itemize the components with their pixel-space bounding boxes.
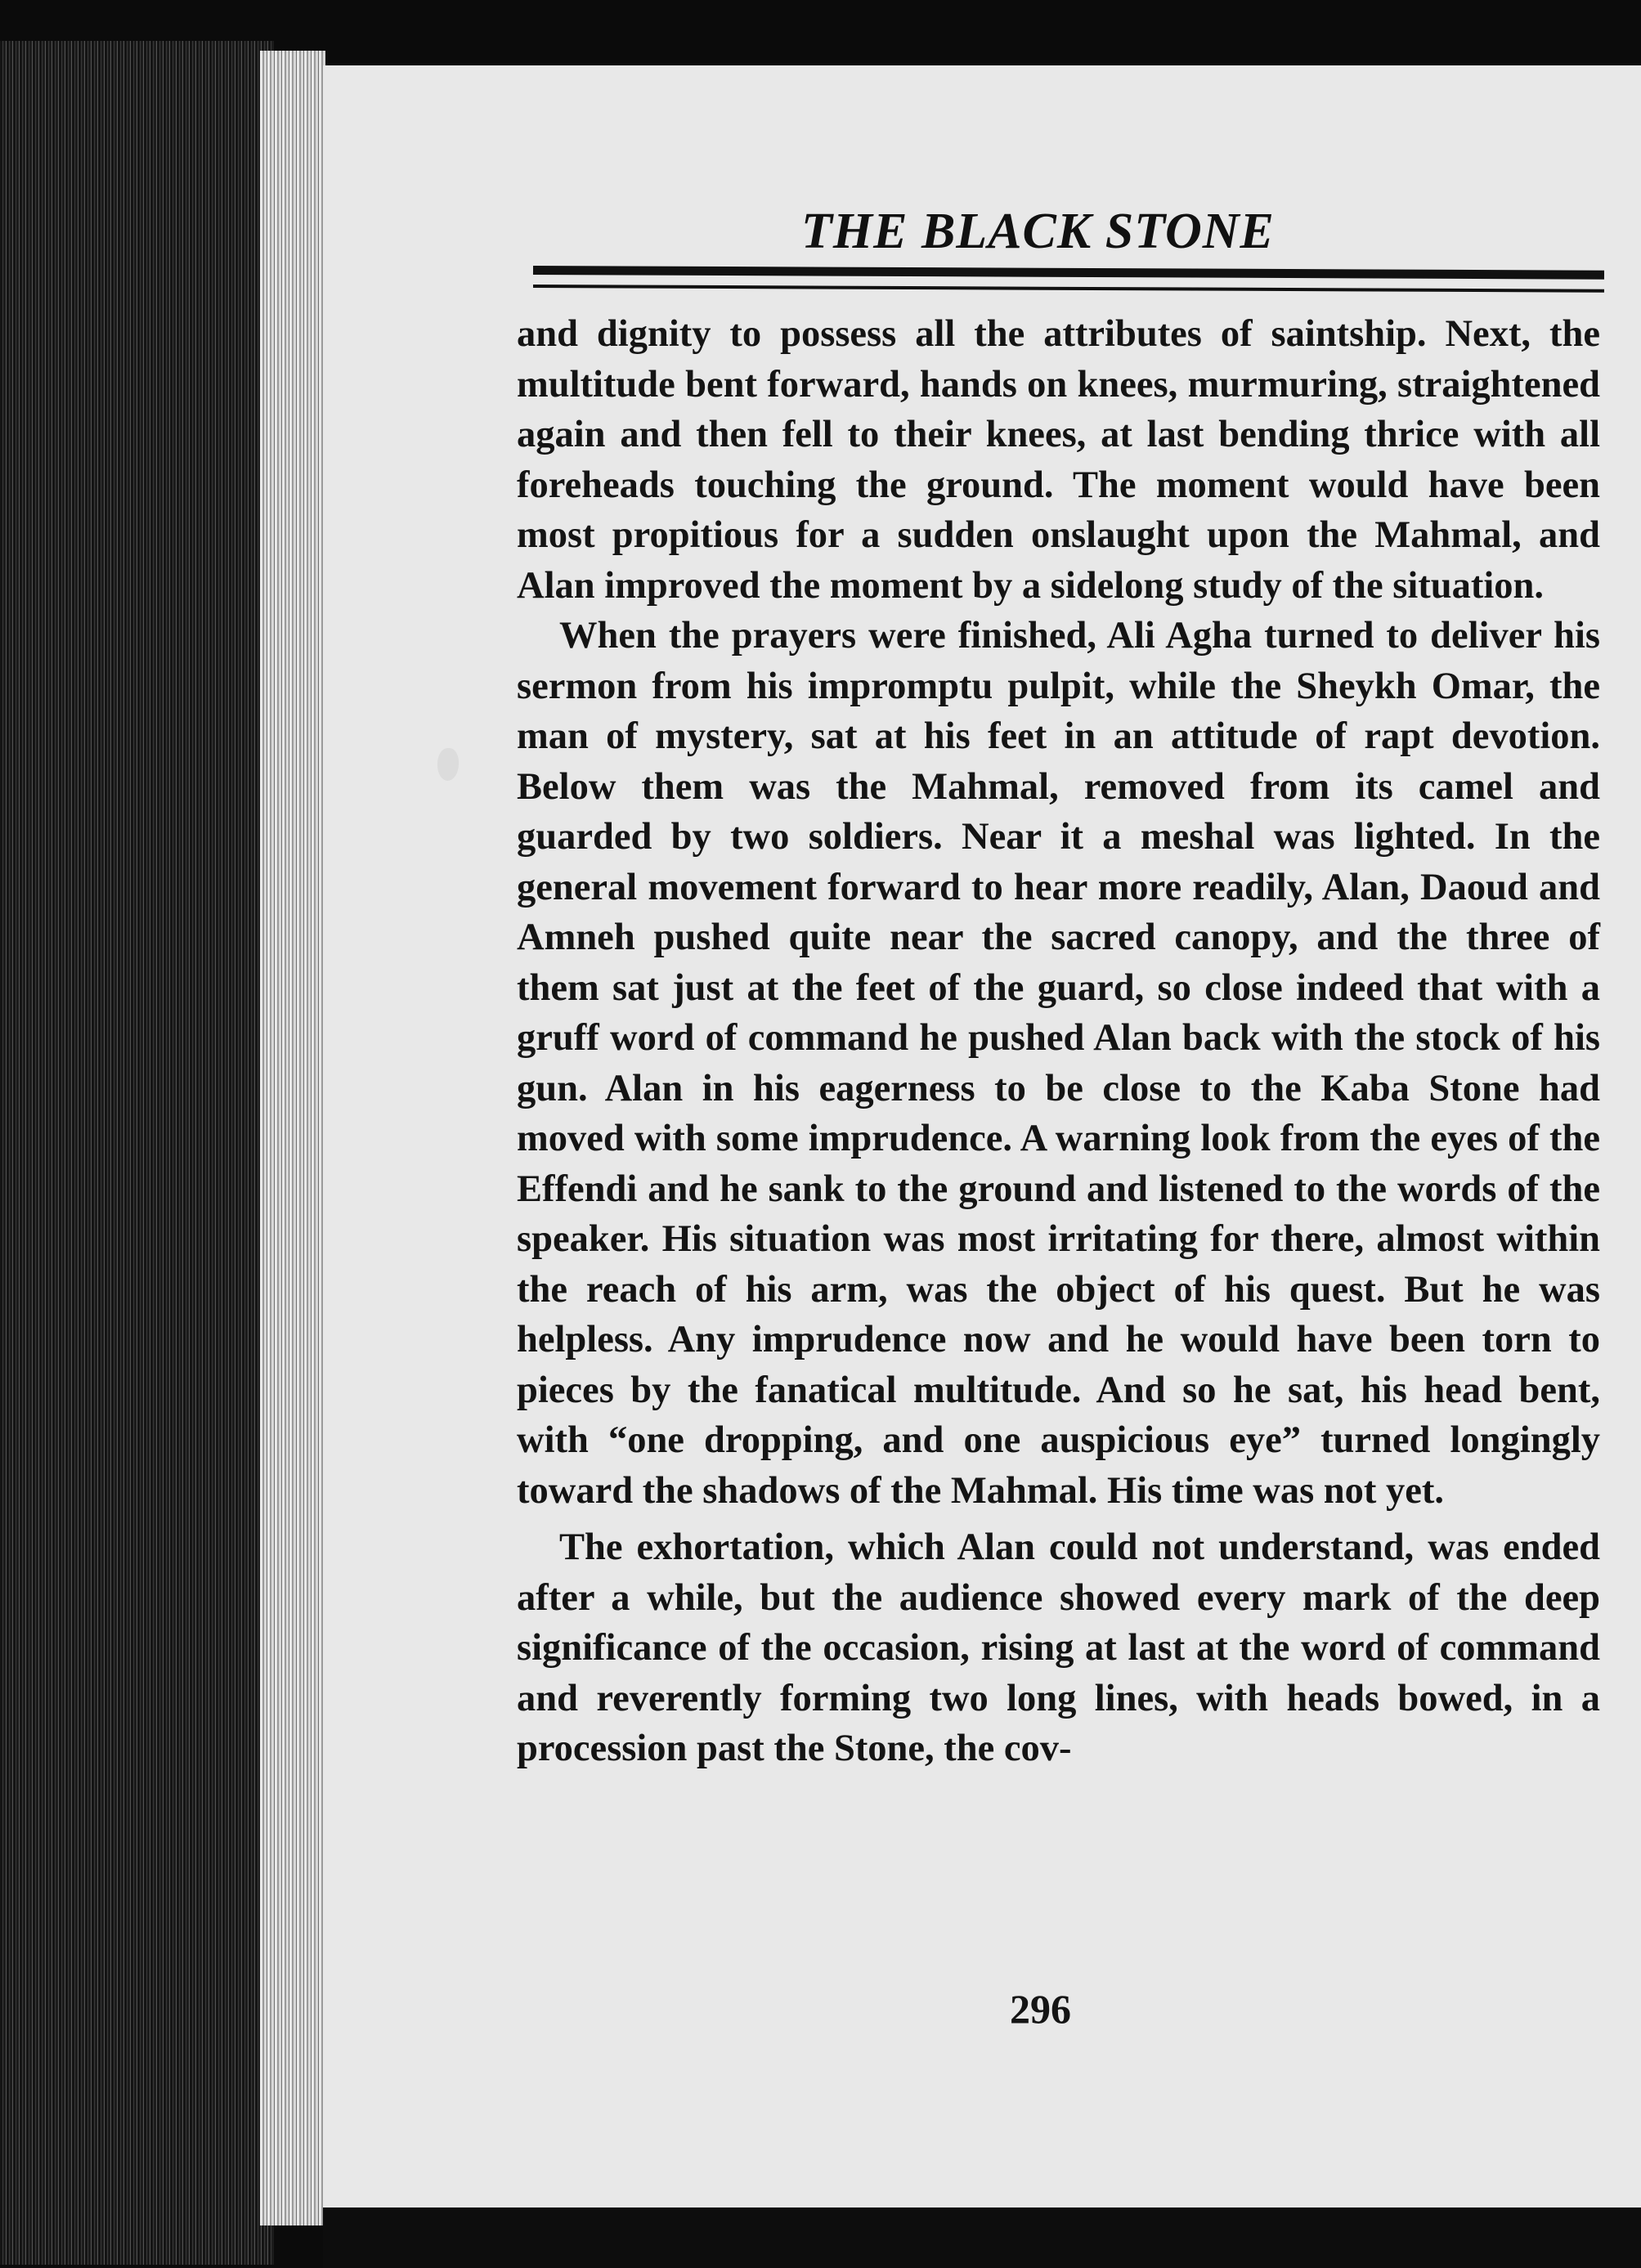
page-number: 296 — [1010, 1986, 1071, 2032]
bottom-shadow — [323, 2207, 1641, 2268]
running-head: THE BLACK STONE — [801, 204, 1275, 259]
paper-blemish — [437, 748, 459, 781]
body-text — [517, 309, 1600, 1774]
paragraph: and dignity to possess all the attributes of saintship. Next, the multitude bent forward, hands on knees, murmuring, straightened again and then fell to their knees, at last bending thrice with all foreheads touching the ground. The moment would have been most propitious for a sudden onslaught upon the Mahmal, and Alan improved the moment by a sidelong study of the situation. — [517, 313, 1600, 607]
paragraph: The exhortation, which Alan could not understand, was ended after a while, but the audience showed every mark of the deep significance of the occasion, rising at last at the word of command and reverently forming two long lines, with heads bowed, in a procession past the Stone, the cov- — [517, 1526, 1600, 1769]
paragraph: When the prayers were finished, Ali Agha turned to deliver his sermon from his impromptu pulpit, while the Sheykh Omar, the man of mystery, sat at his feet in an attitude of rapt devotion. Below them was the Mahmal, removed from its camel and guarded by two soldiers. Near it a meshal was lighted. In the general movement forward to hear more readily, Alan, Daoud and Amneh pushed quite near the sacred canopy, and the three of them sat just at the feet of the guard, so close indeed that with a gruff word of command he pushed Alan back with the stock of his gun. Alan in his eagerness to be close to the Kaba Stone had moved with some imprudence. A warning look from the eyes of the Effendi and he sank to the ground and listened to the words of the speaker. His situation was most irritating for there, almost within the reach of his arm, was the object of his quest. But he was helpless. Any imprudence now and he would have been torn to pieces by the fanatical multitude. And so he sat, his head bent, with “one dropping, and one auspicious eye” turned longingly toward the shadows of the Mahmal. His time was not yet. — [517, 615, 1600, 1512]
page-edges — [260, 51, 325, 2225]
book-spine-gutter — [0, 41, 274, 2265]
